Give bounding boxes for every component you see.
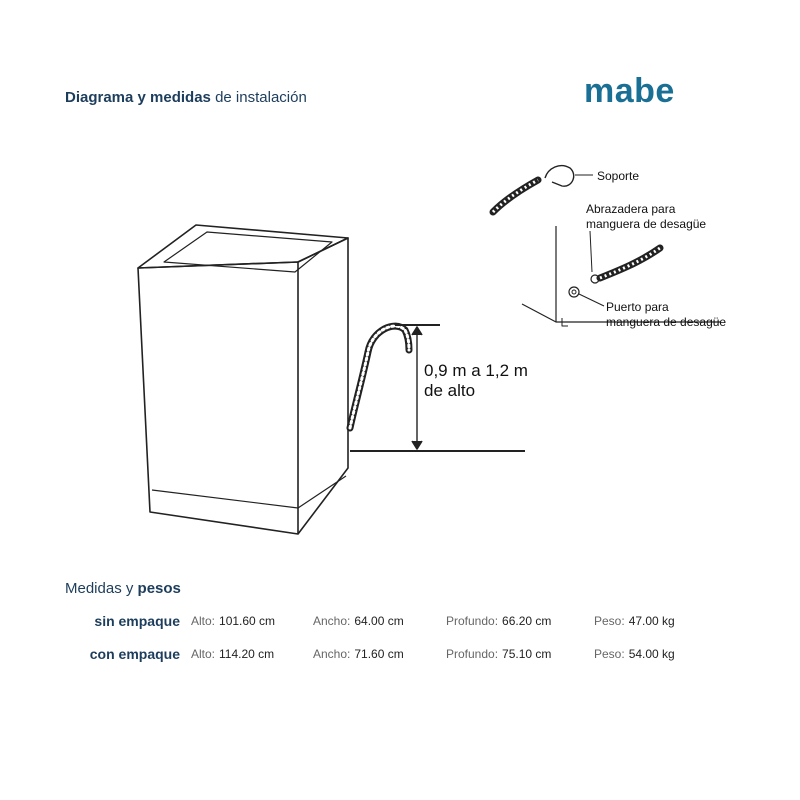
callout-abrazadera-line1: Abrazadera para — [586, 202, 676, 216]
height-label — [424, 361, 528, 401]
support-hook — [545, 166, 574, 187]
cell-key: Peso: — [594, 647, 625, 661]
height-label-line1: 0,9 m a 1,2 m — [424, 361, 528, 380]
measures-title — [65, 580, 181, 597]
cell-alto — [191, 647, 274, 661]
cell-key: Profundo: — [446, 614, 499, 628]
cell-alto — [191, 614, 275, 628]
washer-side — [298, 238, 348, 534]
cell-value: 114.20 cm — [219, 647, 275, 661]
height-label-line2: de alto — [424, 381, 476, 400]
drain-hose — [350, 326, 409, 428]
cell-value: 54.00 kg — [628, 647, 675, 661]
callout-abrazadera — [586, 202, 706, 232]
cell-key: Ancho: — [313, 647, 351, 661]
cell-key: Profundo: — [446, 647, 499, 661]
cell-key: Peso: — [594, 614, 625, 628]
cell-profundo — [446, 647, 551, 661]
washer-base — [152, 476, 346, 508]
cell-ancho — [313, 614, 404, 628]
cell-peso — [594, 614, 675, 628]
callout-soporte: Soporte — [597, 169, 640, 183]
callout-puerto — [606, 300, 726, 330]
brand-logo: mabe — [584, 72, 675, 110]
title-light: de instalación — [215, 89, 307, 106]
detail-hose-top — [493, 180, 538, 212]
cell-value: 71.60 cm — [354, 647, 404, 661]
cell-value: 101.60 cm — [219, 614, 276, 628]
height-arrow-up — [412, 327, 422, 335]
washer-top — [138, 225, 348, 268]
cell-key: Ancho: — [313, 614, 351, 628]
cell-value: 75.10 cm — [502, 647, 552, 661]
cell-ancho — [313, 647, 404, 661]
cell-profundo — [446, 614, 551, 628]
callout-puerto-line2: manguera de desagüe — [606, 315, 727, 329]
cell-value: 47.00 kg — [628, 614, 675, 628]
title-bold: Diagrama y medidas — [65, 89, 211, 106]
callout-puerto-line1: Puerto para — [606, 300, 669, 314]
washer-front — [138, 262, 298, 534]
cell-key: Alto: — [191, 614, 216, 628]
cell-peso — [594, 647, 675, 661]
height-arrow-down — [412, 441, 422, 449]
row-label-sin-empaque: sin empaque — [94, 613, 180, 629]
cell-key: Alto: — [191, 647, 216, 661]
cell-value: 64.00 cm — [354, 614, 404, 628]
row-label-con-empaque: con empaque — [89, 646, 180, 662]
measures-title-bold: pesos — [137, 580, 181, 597]
cell-value: 66.20 cm — [502, 614, 552, 628]
callout-abrazadera-line2: manguera de desagüe — [586, 217, 707, 231]
drain-port — [569, 287, 579, 297]
measures-title-light: Medidas y — [65, 580, 134, 597]
